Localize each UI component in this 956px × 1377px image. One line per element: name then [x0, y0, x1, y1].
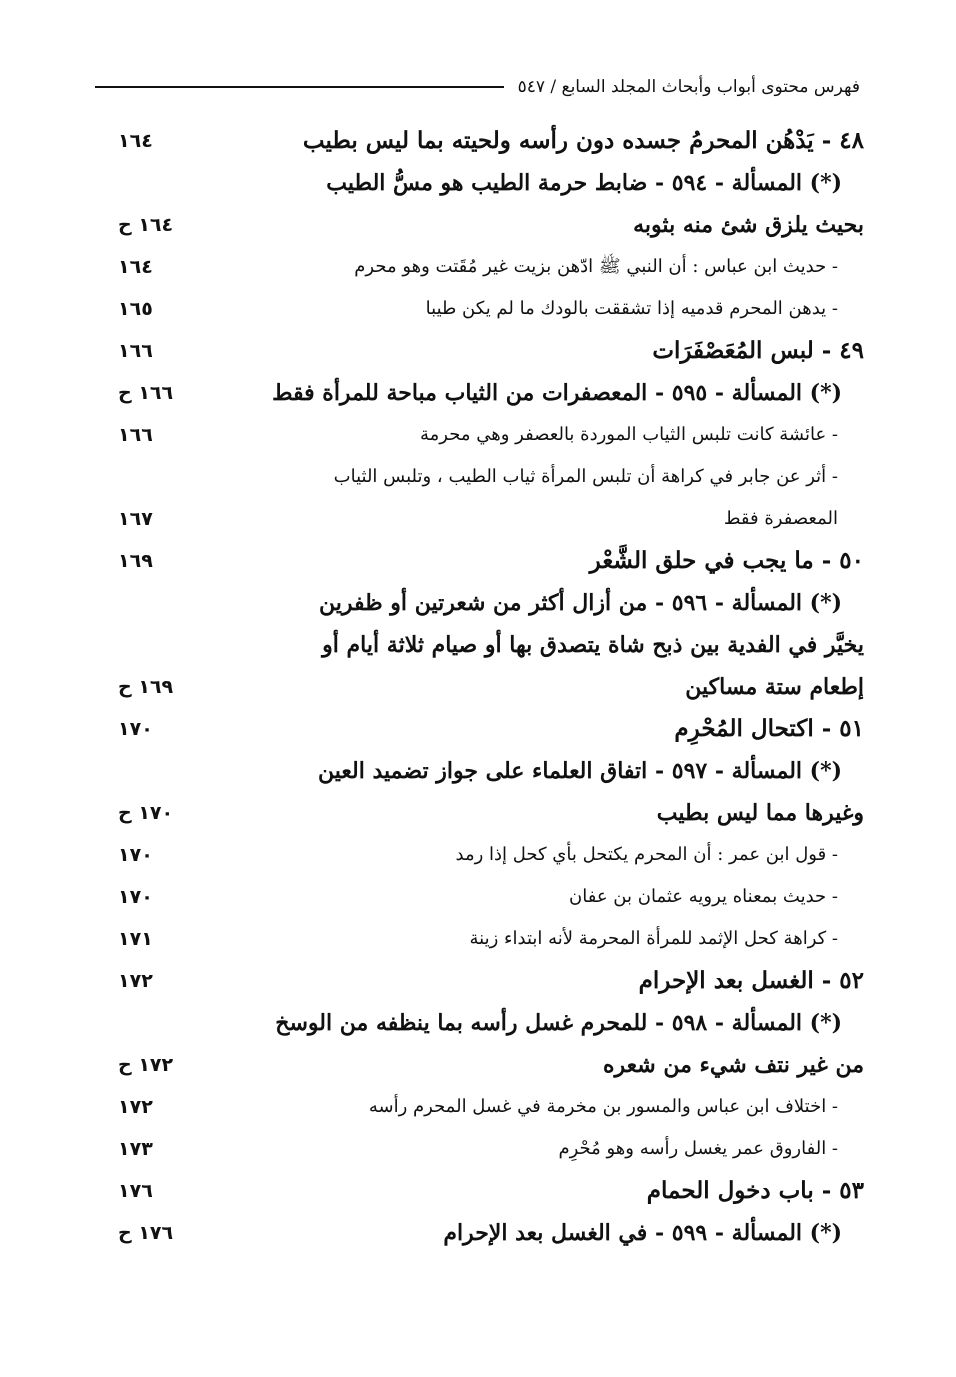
entry-text	[198, 456, 838, 540]
entry-text	[214, 582, 864, 708]
toc-subentry-row	[0, 876, 956, 918]
entry-line: (*) المسألة - ٥٩٨ - للمحرم غسل رأسه بما ينظفه من الوسخ	[275, 1010, 842, 1036]
toc-issue-row	[0, 162, 956, 246]
entry-line: - يدهن المحرم قدميه إذا تشققت بالودك ما لم يكن طيبا	[425, 298, 838, 319]
page-number: ١٧٣	[118, 1138, 153, 1160]
entry-line: - أثر عن جابر في كراهة أن تلبس المرأة ثياب الطيب ، وتلبس الثياب	[333, 466, 838, 487]
page-number: ١٧٦	[118, 1180, 153, 1202]
page-number: ١٦٧	[118, 508, 153, 530]
page-number: ١٦٤ ح	[118, 214, 174, 236]
entry-line: ٥١ - اكتحال المُحْرِم	[674, 715, 864, 742]
entry-line: (*) المسألة - ٥٩٦ - من أزال أكثر من شعرتين أو ظفرين	[319, 590, 842, 616]
entry-text	[198, 414, 838, 456]
entry-line: وغيرها مما ليس بطيب	[656, 800, 864, 826]
page-number: ١٦٤	[118, 256, 153, 278]
toc-subentry-row	[0, 246, 956, 288]
entry-line: - الفاروق عمر يغسل رأسه وهو مُحْرِم	[558, 1138, 838, 1159]
toc-issue-row	[0, 1212, 956, 1254]
page-number: ١٧١	[118, 928, 153, 950]
toc-heading-row	[0, 330, 956, 372]
page-number: ١٦٦ ح	[118, 382, 174, 404]
toc-issue-row	[0, 750, 956, 834]
entry-text	[204, 1170, 864, 1212]
page-number: ١٦٥	[118, 298, 153, 320]
toc-heading-row	[0, 120, 956, 162]
running-title: فهرس محتوى أبواب وأبحاث المجلد السابع / ٥٤٧	[517, 77, 860, 97]
toc-heading-row	[0, 540, 956, 582]
page-number: ١٦٩	[118, 550, 153, 572]
entry-text	[214, 750, 864, 834]
entry-line: (*) المسألة - ٥٩٤ - ضابط حرمة الطيب هو مسُّ الطيب	[326, 170, 842, 196]
entry-text	[198, 288, 838, 330]
entry-text	[204, 540, 864, 582]
entry-line: ٤٩ - لبس المُعَصْفَرَات	[652, 337, 864, 364]
entry-line: - اختلاف ابن عباس والمسور بن مخرمة في غسل المحرم رأسه	[368, 1096, 838, 1117]
entry-line: ٥٣ - باب دخول الحمام	[646, 1177, 864, 1204]
entry-line: ٤٨ - يَدْهُن المحرمُ جسده دون رأسه ولحيته بما ليس بطيب	[302, 127, 864, 154]
entry-line: يخيَّر في الفدية بين ذبح شاة يتصدق بها أو صيام ثلاثة أيام أو	[322, 632, 864, 658]
entry-line: (*) المسألة - ٥٩٧ - اتفاق العلماء على جواز تضميد العين	[318, 758, 842, 784]
toc-subentry-row	[0, 1128, 956, 1170]
page-number: ١٧٢ ح	[118, 1054, 174, 1076]
entry-text	[204, 120, 864, 162]
entry-line: المعصفرة فقط	[723, 508, 838, 529]
page-number: ١٦٤	[118, 130, 153, 152]
entry-text	[214, 372, 864, 414]
toc-heading-row	[0, 708, 956, 750]
entry-text	[198, 1128, 838, 1170]
entry-line: - قول ابن عمر : أن المحرم يكتحل بأي كحل إذا رمد	[455, 844, 838, 865]
entry-line: بحيث يلزق شئ منه بثوبه	[633, 212, 864, 238]
entry-text	[198, 1086, 838, 1128]
entry-text	[204, 960, 864, 1002]
page-number: ١٧٢	[118, 1096, 153, 1118]
page-number: ١٦٦	[118, 340, 153, 362]
header-rule	[95, 86, 504, 88]
toc-heading-row	[0, 1170, 956, 1212]
page-header	[95, 70, 860, 104]
page-number: ١٧٢	[118, 970, 153, 992]
entry-line: من غير نتف شيء من شعره	[602, 1052, 864, 1078]
entry-line: - حديث ابن عباس : أن النبي ﷺ ادّهن بزيت غير مُقَتت وهو محرم	[354, 256, 838, 277]
entry-line: - كراهة كحل الإثمد للمرأة المحرمة لأنه ابتداء زينة	[469, 928, 838, 949]
entry-line: (*) المسألة - ٥٩٩ - في الغسل بعد الإحرام	[443, 1220, 842, 1246]
entry-text	[214, 162, 864, 246]
toc-issue-row	[0, 372, 956, 414]
toc-entries	[0, 120, 956, 1254]
page-number: ١٧٠	[118, 886, 153, 908]
entry-line: ٥٢ - الغسل بعد الإحرام	[638, 967, 864, 994]
toc-subentry-row	[0, 918, 956, 960]
toc-heading-row	[0, 960, 956, 1002]
toc-issue-row	[0, 1002, 956, 1086]
entry-line: (*) المسألة - ٥٩٥ - المعصفرات من الثياب مباحة للمرأة فقط	[272, 380, 842, 406]
entry-line: - عائشة كانت تلبس الثياب الموردة بالعصفر وهي محرمة	[420, 424, 838, 445]
entry-text	[204, 708, 864, 750]
page-number: ١٦٩ ح	[118, 676, 174, 698]
toc-subentry-row	[0, 1086, 956, 1128]
entry-text	[204, 330, 864, 372]
page-number: ١٧٠	[118, 844, 153, 866]
toc-issue-row	[0, 582, 956, 708]
entry-text	[198, 834, 838, 876]
toc-subentry-row	[0, 456, 956, 540]
page-number: ١٦٦	[118, 424, 153, 446]
page-number: ١٧٠ ح	[118, 802, 174, 824]
entry-text	[198, 246, 838, 288]
toc-subentry-row	[0, 414, 956, 456]
entry-text	[198, 918, 838, 960]
entry-text	[198, 876, 838, 918]
entry-line: ٥٠ - ما يجب في حلق الشَّعْر	[589, 547, 864, 574]
page-number: ١٧٠	[118, 718, 153, 740]
toc-subentry-row	[0, 834, 956, 876]
entry-text	[214, 1002, 864, 1086]
page-number: ١٧٦ ح	[118, 1222, 174, 1244]
entry-line: - حديث بمعناه يرويه عثمان بن عفان	[569, 886, 838, 907]
entry-line: إطعام ستة مساكين	[685, 674, 864, 700]
entry-text	[214, 1212, 864, 1254]
toc-subentry-row	[0, 288, 956, 330]
